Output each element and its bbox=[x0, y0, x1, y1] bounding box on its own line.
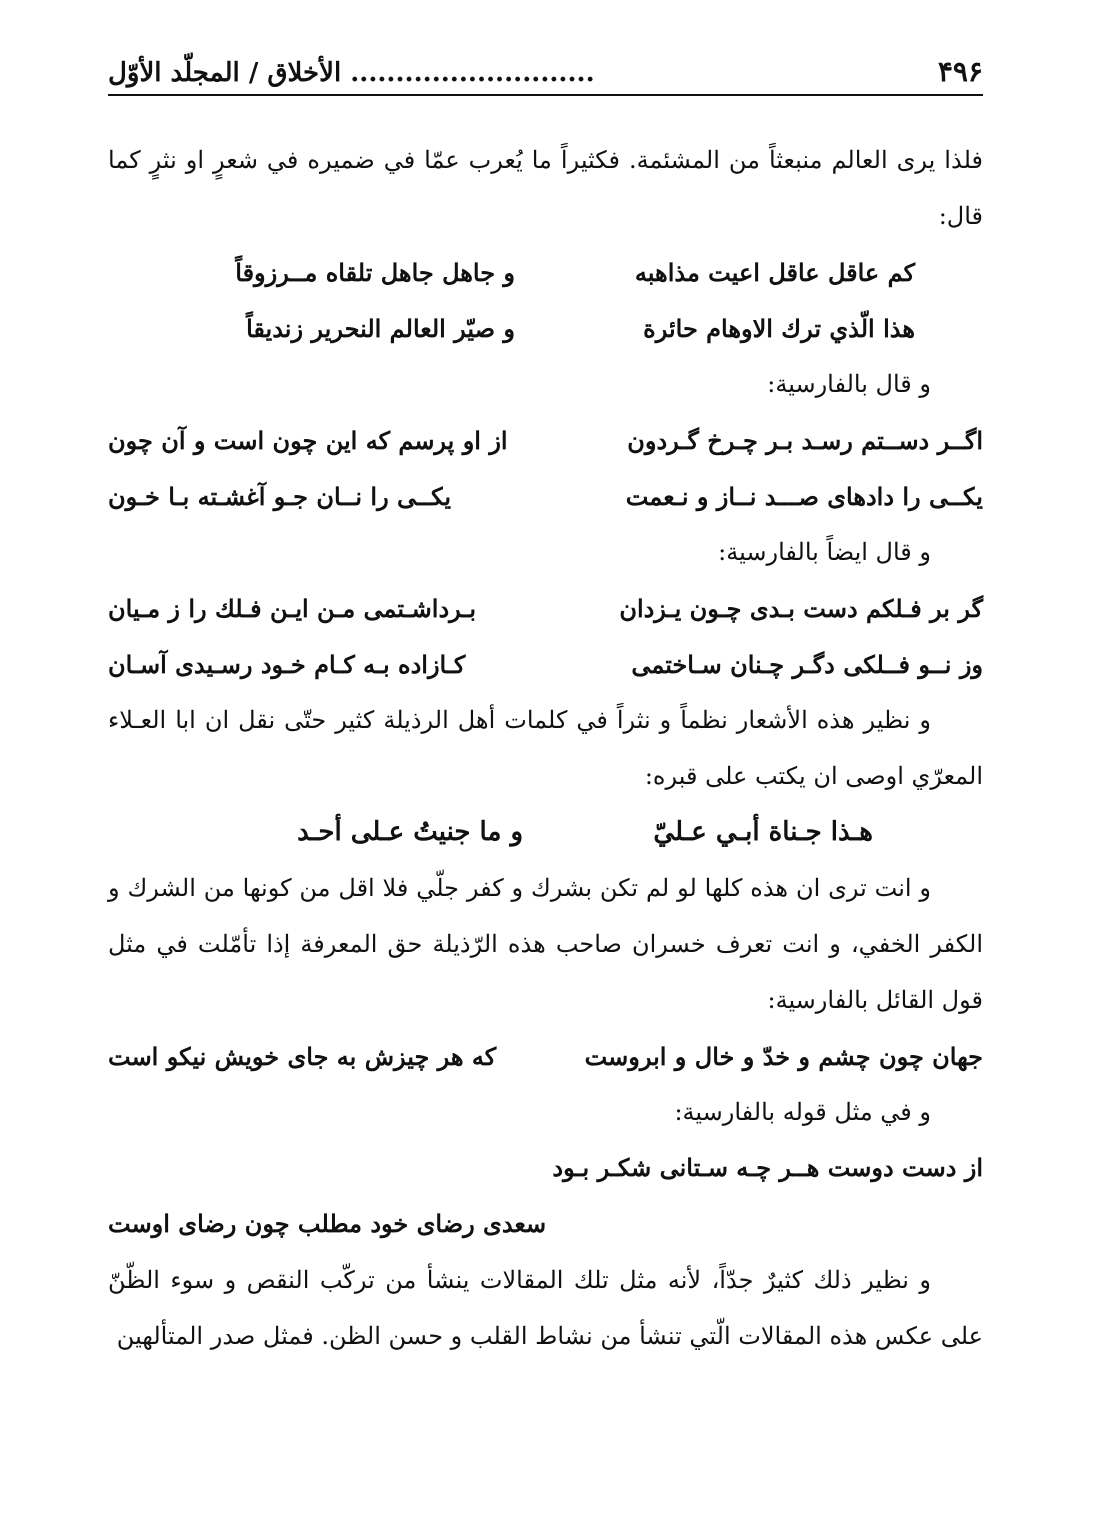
verse-first-hemistich: كم عاقل عاقل اعيت مذاهبه bbox=[634, 257, 915, 287]
verse-second-hemistich: كه هر چيزش به جاى خويش نيكو است bbox=[108, 1041, 497, 1071]
verse-first-hemistich: هذا الّذي ترك الاوهام حائرة bbox=[643, 313, 915, 343]
verse-second-hemistich: و جاهل جاهل تلقاه مــرزوقاً bbox=[235, 257, 515, 287]
paragraph-intro: فلذا يرى العالم منبعثاً من المشئمة. فكثيراً ما يُعرب عمّا في ضميره في شعرٍ او نثرٍ كما قال: bbox=[108, 146, 983, 230]
verse-second-hemistich: يكــى را نــان جـو آغشـته بـا خـون bbox=[108, 481, 452, 511]
paragraph-persian-intro: و قال بالفارسية: bbox=[767, 370, 931, 398]
paragraph-shirk: و انت ترى ان هذه كلها لو لم تكن بشرك و كفر جلّي فلا اقل من كونها من الشرك و الكفر الخفي، و انت تعرف خسران صاحب هذه الرّذيلة حق المعرفة إذا تأمّلت في مثل قول القائل بالفارسية: bbox=[108, 874, 983, 1014]
verse-first-hemistich: هـذا جـناة أبـي عـليّ bbox=[653, 817, 873, 847]
verse-first-hemistich: اگــر دســتم رسـد بـر چـرخ گـردون bbox=[627, 425, 983, 455]
paragraph-maarri: و نظير هذه الأشعار نظماً و نثراً في كلمات أهل الرذيلة كثير حتّى نقل ان ابا العـلاء المعرّي اوصى ان يكتب على قبره: bbox=[108, 706, 983, 790]
verse-second-hemistich: كـازاده بـه كـام خـود رسـيدى آسـان bbox=[108, 649, 466, 679]
verse-line bbox=[108, 244, 983, 300]
verse-line bbox=[108, 580, 983, 636]
verse-second-hemistich: بـرداشـتمى مـن ايـن فـلك را ز مـيان bbox=[108, 593, 477, 623]
verse-line bbox=[108, 1028, 983, 1084]
verse-line bbox=[108, 804, 983, 860]
verse-first-hemistich: گر بر فـلكم دست بـدى چـون يـزدان bbox=[619, 593, 983, 623]
running-title: ........................... الأخلاق / المجلّد الأوّل bbox=[108, 58, 595, 88]
verse-second-hemistich: و ما جنيتُ عـلى أحـد bbox=[297, 817, 523, 847]
page-number: ۴۹۶ bbox=[937, 55, 983, 88]
page-body bbox=[108, 132, 983, 1364]
verse-first-hemistich: يكــى را دادهاى صـــد نــاز و نـعمت bbox=[625, 481, 983, 511]
verse-line bbox=[108, 468, 983, 524]
verse-first-hemistich: جهان چون چشم و خدّ و خال و ابروست bbox=[584, 1041, 983, 1071]
verse-single-line: سعدى رضاى خود مطلب چون رضاى اوست bbox=[108, 1209, 547, 1238]
verse-first-hemistich: وز نــو فــلكى دگـر چـنان سـاختمى bbox=[631, 649, 983, 679]
verse-line bbox=[108, 636, 983, 692]
verse-line bbox=[108, 412, 983, 468]
verse-second-hemistich: از او پرسم كه اين چون است و آن چون bbox=[108, 425, 508, 455]
paragraph-persian-intro-2: و قال ايضاً بالفارسية: bbox=[718, 538, 931, 566]
verse-single-line: از دست دوست هــر چـه سـتانى شكـر بـود bbox=[552, 1153, 983, 1182]
paragraph-persian-intro-3: و في مثل قوله بالفارسية: bbox=[674, 1098, 931, 1126]
verse-second-hemistich: و صيّر العالم النحرير زنديقاً bbox=[246, 313, 515, 343]
page-header bbox=[108, 44, 983, 96]
verse-line bbox=[108, 300, 983, 356]
paragraph-conclusion: و نظير ذلك كثيرٌ جدّاً، لأنه مثل تلك المقالات ينشأ من تركّب النقص و سوء الظّنّ على عكس هذه المقالات الّتي تنشأ من نشاط القلب و حسن الظن. فمثل صدر المتألهين bbox=[108, 1266, 983, 1350]
